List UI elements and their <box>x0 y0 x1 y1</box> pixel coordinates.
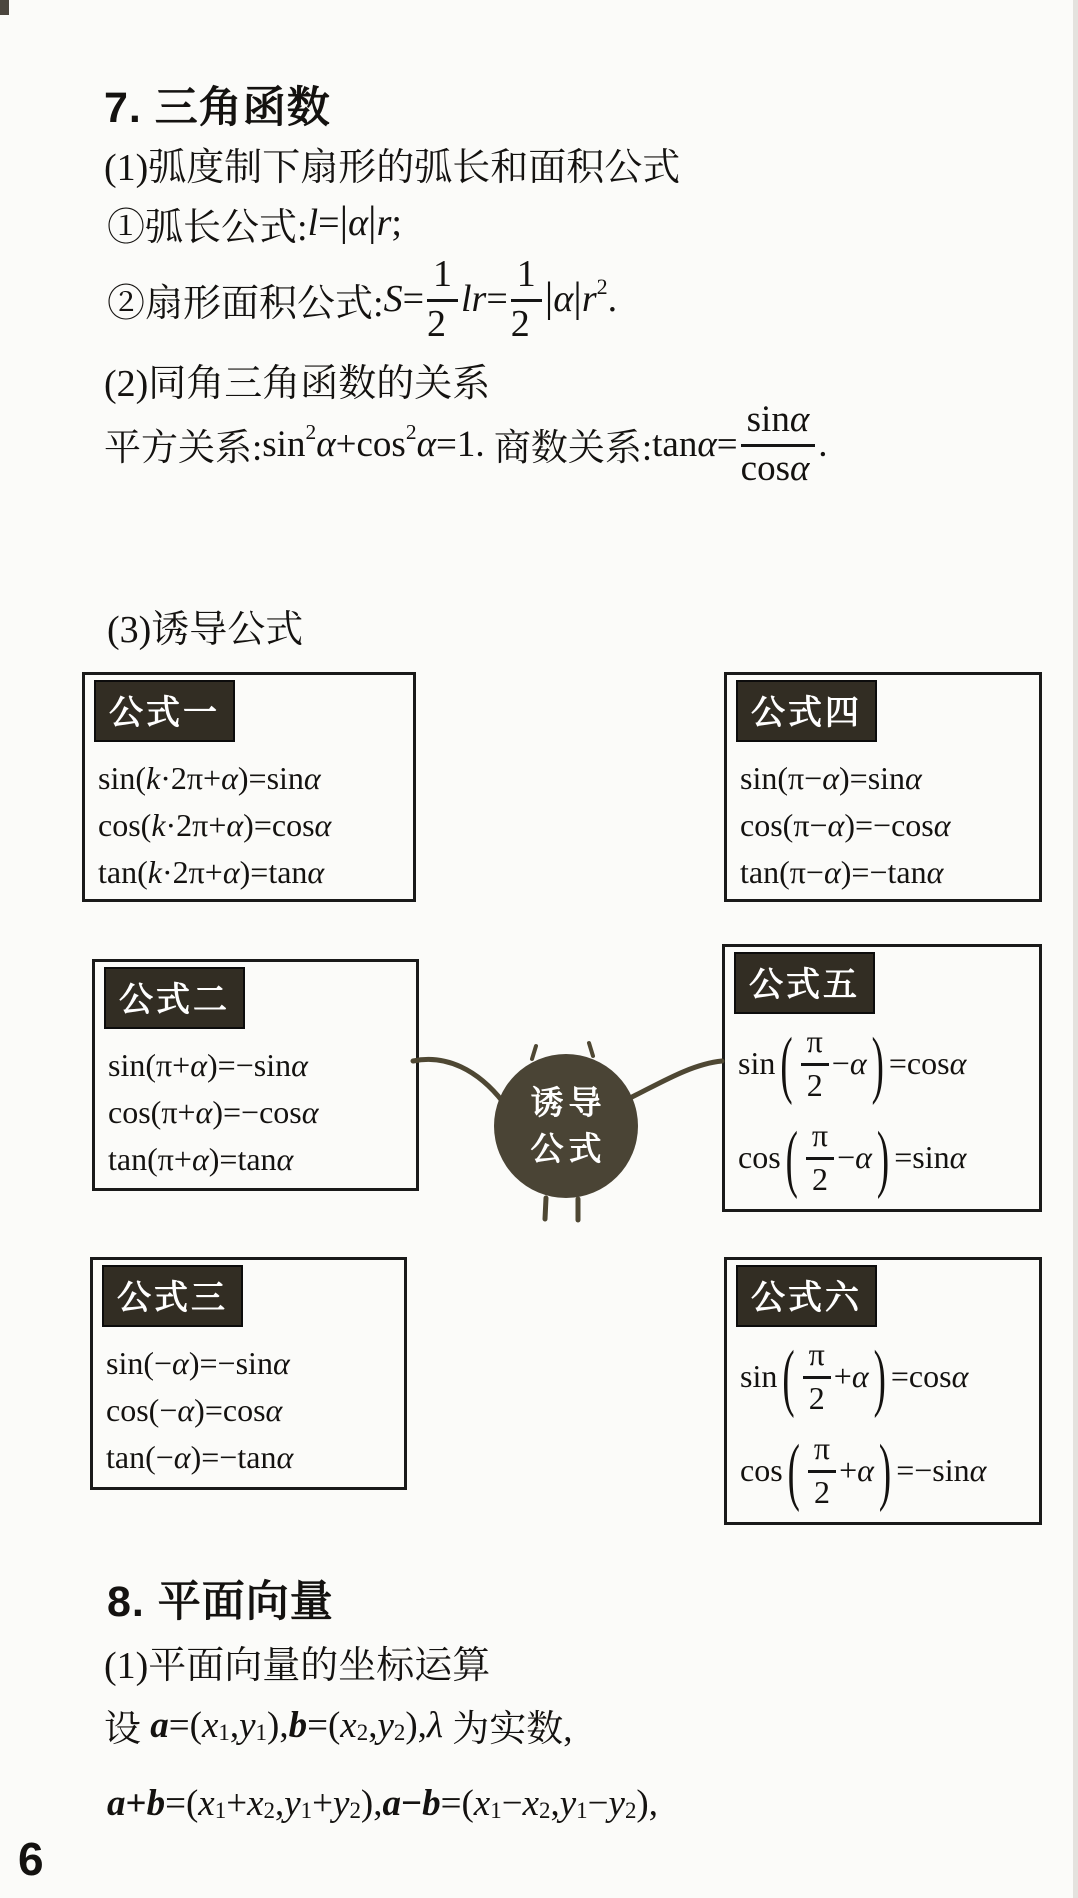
math-token: b <box>288 1704 308 1746</box>
relations-line <box>104 398 828 489</box>
math-token: α <box>173 1439 191 1475</box>
math-token: =( <box>165 1782 199 1824</box>
math-token: k <box>151 807 166 843</box>
formula-box-5-title: 公式五 <box>734 952 875 1014</box>
math-token: | <box>544 273 554 321</box>
math-token: =1. <box>435 423 485 465</box>
math-token: π <box>806 1022 823 1059</box>
math-token: k <box>146 760 161 796</box>
scan-corner-mark <box>0 0 9 15</box>
connector-stub-top-left <box>532 1046 536 1059</box>
formula-line <box>738 1110 1039 1204</box>
math-token: = <box>486 278 508 320</box>
math-token: sin( <box>98 760 146 796</box>
math-token: cos( <box>98 807 152 843</box>
vector-add-sub-line <box>107 1770 658 1836</box>
connector-stub-top-right <box>589 1043 593 1056</box>
math-token: 2 <box>624 1798 637 1824</box>
math-token: = <box>402 278 424 320</box>
math-token: cos(π− <box>740 807 828 843</box>
math-token: 1 <box>300 1798 313 1824</box>
induction-formulas-intro: (3)诱导公式 <box>107 609 304 651</box>
math-token: + <box>226 1782 248 1824</box>
fraction <box>806 1118 834 1196</box>
math-token: 1 <box>516 252 536 295</box>
formula-box-3 <box>90 1257 407 1490</box>
math-token: y <box>239 1704 256 1746</box>
math-token: α <box>348 202 369 244</box>
formula-line <box>740 1423 1039 1517</box>
math-token: ·2π+ <box>161 854 223 890</box>
math-token: )=−cos <box>844 807 934 843</box>
math-token: α <box>301 1094 319 1130</box>
formula-box-2-title: 公式二 <box>104 967 245 1029</box>
math-token: α <box>314 807 332 843</box>
same-angle-relations-intro: (2)同角三角函数的关系 <box>104 363 491 405</box>
math-token: α <box>226 807 244 843</box>
math-token: α <box>276 1141 294 1177</box>
hub-line-2: 公式 <box>530 1130 607 1167</box>
math-token: . <box>818 423 828 465</box>
formula-box-5 <box>722 944 1042 1212</box>
big-parenthesis: ) <box>878 1427 892 1513</box>
formula-box-5-rows <box>738 1016 1039 1204</box>
math-token: = <box>716 423 738 465</box>
math-token: ), <box>636 1782 658 1824</box>
math-token: , <box>550 1782 560 1824</box>
math-token: α <box>789 447 810 489</box>
math-token: α <box>789 398 810 440</box>
math-token: , <box>229 1704 240 1746</box>
math-token: =( <box>440 1782 474 1824</box>
math-token: 2 <box>814 1473 830 1510</box>
math-token: =cos <box>888 1044 950 1081</box>
formula-line <box>108 1136 416 1183</box>
sector-area-formula <box>384 254 618 345</box>
math-token: cos <box>740 1451 783 1488</box>
math-token: 2 <box>812 1160 828 1197</box>
math-token: 2 <box>263 1798 275 1824</box>
math-token: | <box>573 273 582 321</box>
big-parenthesis: ( <box>780 1020 793 1106</box>
math-token: α <box>307 854 325 890</box>
formula-line <box>106 1387 404 1434</box>
vector-coordinate-ops-intro: (1)平面向量的坐标运算 <box>104 1645 491 1687</box>
sector-area-formula-line <box>107 252 618 345</box>
math-token: y <box>608 1782 625 1824</box>
math-token: )=−tan <box>190 1439 277 1475</box>
math-token: x <box>522 1782 540 1824</box>
big-parenthesis: ( <box>782 1333 795 1419</box>
formula-line <box>108 1089 416 1136</box>
math-token: α <box>822 760 839 796</box>
math-token: λ <box>426 1704 443 1746</box>
formula-box-2 <box>92 959 419 1191</box>
math-token: α <box>195 1094 213 1130</box>
fraction <box>801 1024 829 1102</box>
math-token: b <box>422 1782 441 1824</box>
math-token: cos <box>740 447 790 489</box>
math-token: 2 <box>510 302 530 345</box>
math-token: ·2π+ <box>165 807 227 843</box>
math-token: )=−cos <box>212 1094 302 1130</box>
math-token: α <box>905 760 922 796</box>
math-token: x <box>198 1782 215 1824</box>
math-token: r <box>376 202 392 244</box>
math-token: =cos <box>890 1357 952 1394</box>
arc-length-formula-line <box>107 194 402 252</box>
connector-left <box>413 1059 503 1102</box>
vector-definition-formula <box>150 1698 572 1752</box>
math-token: =sin <box>894 1138 950 1175</box>
formula-line <box>740 1329 1039 1423</box>
math-token: 1 <box>255 1720 268 1746</box>
math-token: x <box>340 1704 357 1746</box>
math-token: α <box>316 423 336 465</box>
math-token: =( <box>168 1704 202 1746</box>
math-token: α <box>191 1141 209 1177</box>
math-token: 2 <box>393 1720 406 1746</box>
math-token: a <box>150 1704 169 1746</box>
math-token: sin(π− <box>740 760 823 796</box>
math-token: )=cos <box>194 1392 266 1428</box>
formula-box-1-rows <box>98 755 413 896</box>
math-token: y <box>377 1704 394 1746</box>
math-token: α <box>190 1047 207 1083</box>
math-token: )=cos <box>243 807 315 843</box>
math-token: α <box>177 1392 195 1428</box>
math-token: sin(π+ <box>108 1047 191 1083</box>
math-token: α <box>849 1044 867 1081</box>
math-token: )=sin <box>237 760 304 796</box>
math-token: a <box>382 1782 401 1824</box>
math-token: sin <box>746 398 790 440</box>
hub-line-1: 诱导 <box>530 1083 607 1121</box>
math-token: α <box>272 1345 290 1381</box>
formula-box-6-title: 公式六 <box>736 1265 877 1327</box>
math-token: a <box>107 1782 126 1824</box>
math-token: 1 <box>214 1798 227 1824</box>
math-token: 2 <box>539 1798 551 1824</box>
vector-definition-label: 设 <box>104 1709 151 1750</box>
math-token: α <box>221 760 238 796</box>
math-token: 2 <box>806 1066 823 1103</box>
formula-line <box>98 755 413 802</box>
math-token: − <box>587 1782 609 1824</box>
math-token: ·2π+ <box>160 760 222 796</box>
vector-add-sub-formula <box>107 1782 658 1825</box>
math-token: x <box>247 1782 264 1824</box>
math-token: S <box>383 278 403 320</box>
math-token: 1 <box>433 252 452 295</box>
math-token: | <box>368 197 377 245</box>
math-token: sin <box>262 423 306 465</box>
big-parenthesis: ) <box>871 1020 884 1106</box>
math-token: α <box>949 1138 967 1175</box>
math-token: α <box>553 278 574 320</box>
math-token: ; <box>391 202 402 244</box>
math-token: 2 <box>356 1720 369 1746</box>
math-token: α <box>172 1345 189 1381</box>
big-parenthesis: ( <box>785 1114 798 1200</box>
math-token: α <box>276 1439 294 1475</box>
formula-box-4 <box>724 672 1042 902</box>
math-token: )=tan <box>239 854 308 890</box>
math-token: sin <box>738 1044 776 1081</box>
formula-box-3-title: 公式三 <box>102 1265 243 1327</box>
fraction <box>803 1337 831 1415</box>
formula-box-6-rows <box>740 1329 1039 1517</box>
math-token: + <box>125 1782 147 1824</box>
math-token: tan(− <box>106 1439 174 1475</box>
sector-area-label: ②扇形面积公式: <box>107 282 384 325</box>
math-token: α <box>291 1047 308 1083</box>
math-token: + <box>312 1782 334 1824</box>
math-token: , <box>274 1782 285 1824</box>
math-token: y <box>284 1782 301 1824</box>
connector-stub-bottom-left <box>545 1198 546 1219</box>
math-token: . <box>607 278 618 320</box>
fraction <box>511 254 542 345</box>
math-token: cos <box>738 1138 781 1175</box>
math-token: ), <box>360 1782 383 1824</box>
math-token: cos(− <box>106 1392 178 1428</box>
math-token: α <box>933 807 951 843</box>
math-token: )=−sin <box>188 1345 273 1381</box>
formula-line <box>106 1340 404 1387</box>
math-token: , <box>368 1704 378 1746</box>
math-token: tan <box>652 423 698 465</box>
math-token: α <box>949 1044 967 1081</box>
formula-box-1 <box>82 672 416 902</box>
math-token: 1 <box>490 1798 502 1824</box>
arc-length-area-intro: (1)弧度制下扇形的弧长和面积公式 <box>104 147 681 189</box>
math-token: α <box>951 1357 969 1394</box>
connector-right <box>632 1061 722 1097</box>
quotient-relation-label: 商数关系: <box>484 428 653 469</box>
math-token: tan( <box>98 854 148 890</box>
formula-line <box>740 802 1039 849</box>
math-token: tan(π+ <box>108 1141 192 1177</box>
math-token: π <box>808 1335 825 1372</box>
formula-box-1-title: 公式一 <box>94 680 235 742</box>
math-token: =( <box>307 1704 341 1746</box>
math-token: α <box>827 807 845 843</box>
formula-line <box>98 802 413 849</box>
formula-line <box>106 1434 404 1481</box>
math-token: α <box>265 1392 283 1428</box>
math-token: b <box>146 1782 166 1824</box>
math-token: sin <box>740 1357 778 1394</box>
math-token: α <box>222 854 240 890</box>
math-token: )=−sin <box>207 1047 292 1083</box>
math-token: x <box>201 1704 219 1746</box>
math-token: 2 <box>427 302 446 345</box>
formula-box-3-rows <box>106 1340 404 1481</box>
math-token: y <box>559 1782 577 1824</box>
page-number: 6 <box>18 1833 44 1885</box>
math-token: l <box>307 202 319 244</box>
fraction <box>808 1431 836 1509</box>
math-token: 2 <box>349 1798 361 1824</box>
math-token: 2 <box>305 419 317 444</box>
math-token: x <box>473 1782 491 1824</box>
formula-box-2-rows <box>108 1042 416 1183</box>
math-token: α <box>857 1451 874 1488</box>
math-token: )=sin <box>839 760 906 796</box>
math-token: cos(π+ <box>108 1094 196 1130</box>
math-token: α <box>303 760 321 796</box>
formula-line <box>98 849 413 896</box>
math-token: 1 <box>218 1720 230 1746</box>
math-token: r <box>581 278 597 320</box>
math-token: 2 <box>596 273 608 299</box>
math-token: | <box>339 197 349 245</box>
math-token: α <box>969 1451 987 1488</box>
math-token: α <box>823 854 841 890</box>
math-token: α <box>851 1357 869 1394</box>
math-token: 2 <box>808 1379 825 1416</box>
square-relation-label: 平方关系: <box>104 428 263 469</box>
formula-box-4-title: 公式四 <box>736 680 877 742</box>
formula-box-6 <box>724 1257 1042 1525</box>
math-token: k <box>147 854 162 890</box>
math-token: y <box>333 1782 350 1824</box>
math-token: )=tan <box>208 1141 277 1177</box>
math-token: 2 <box>405 419 417 444</box>
induction-formula-hub <box>494 1054 638 1198</box>
vector-definition-line <box>104 1692 572 1758</box>
scan-right-edge <box>1073 0 1078 1898</box>
math-token: ), <box>267 1704 289 1746</box>
big-parenthesis: ( <box>787 1427 800 1513</box>
math-token: = <box>318 202 340 244</box>
formula-line <box>740 849 1039 896</box>
arc-length-label: ①弧长公式: <box>107 206 308 249</box>
math-token: α <box>855 1138 872 1175</box>
math-token: )=−tan <box>840 854 927 890</box>
math-token: − <box>501 1782 523 1824</box>
formula-line <box>108 1042 416 1089</box>
math-token: lr <box>461 278 487 320</box>
math-token: 为实数, <box>442 1709 573 1750</box>
big-parenthesis: ) <box>873 1333 886 1419</box>
math-token: − <box>831 1044 850 1081</box>
math-token: 1 <box>576 1798 588 1824</box>
fraction <box>741 400 816 489</box>
math-token: π <box>811 1116 829 1153</box>
math-token: sin(− <box>106 1345 173 1381</box>
formula-line <box>738 1016 1039 1110</box>
square-relation-formula <box>262 419 485 466</box>
math-token: + <box>839 1451 858 1488</box>
formula-line <box>740 755 1039 802</box>
math-token: − <box>837 1138 856 1175</box>
math-token: =−sin <box>896 1451 970 1488</box>
math-token: + <box>833 1357 852 1394</box>
math-token: ), <box>405 1704 427 1746</box>
math-token: α <box>926 854 944 890</box>
section-7-heading: 7. 三角函数 <box>104 84 331 132</box>
math-token: +cos <box>335 423 406 465</box>
math-token: π <box>813 1429 831 1466</box>
section-8-heading: 8. 平面向量 <box>107 1578 334 1626</box>
big-parenthesis: ) <box>876 1114 890 1200</box>
arc-length-formula <box>308 199 402 248</box>
formula-box-4-rows <box>740 755 1039 896</box>
math-token: − <box>401 1782 423 1824</box>
fraction <box>427 254 458 345</box>
math-token: tan(π− <box>740 854 824 890</box>
math-token: α <box>416 423 436 465</box>
quotient-relation-formula <box>652 400 827 489</box>
math-token: α <box>697 423 717 465</box>
